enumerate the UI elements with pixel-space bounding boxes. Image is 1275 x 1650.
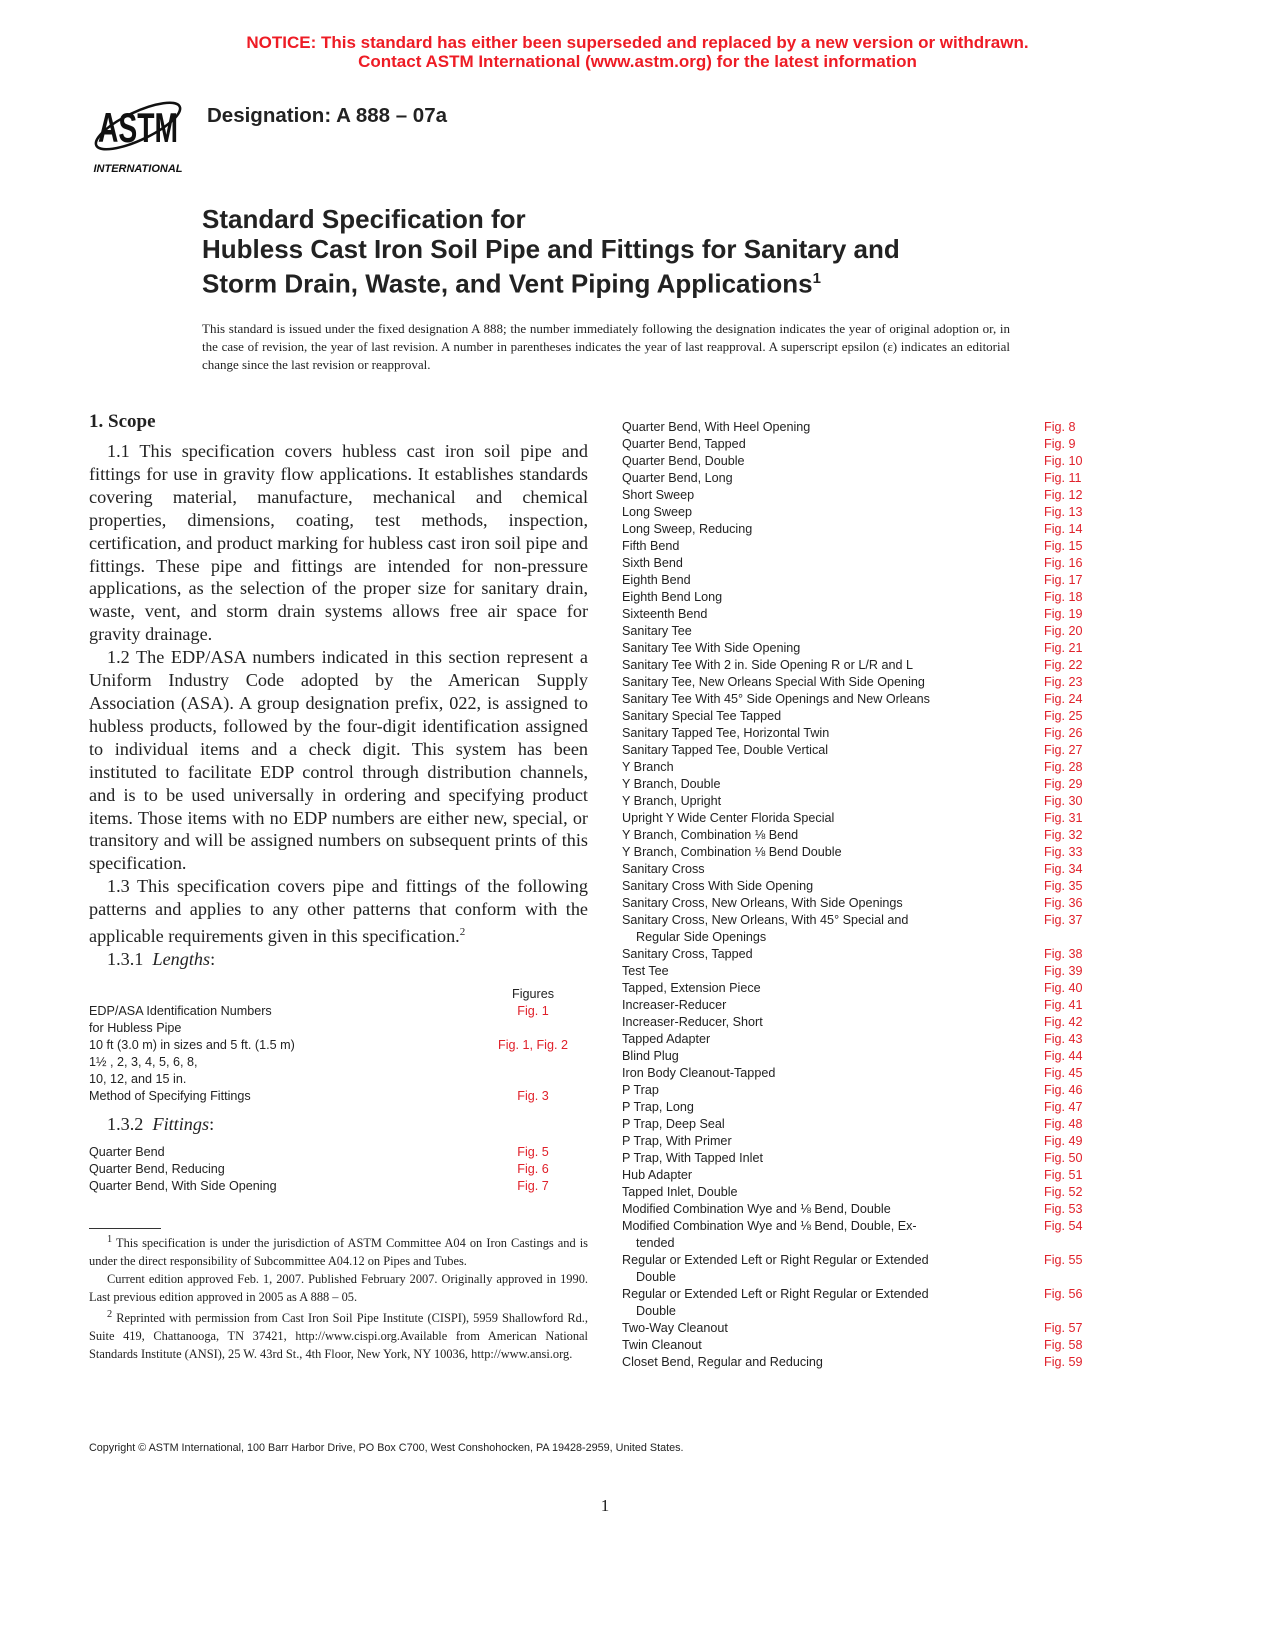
item-name: Test Tee bbox=[622, 964, 669, 978]
figure-link[interactable]: Fig. 27 bbox=[1044, 743, 1083, 757]
figure-link[interactable]: Fig. 47 bbox=[1044, 1100, 1083, 1114]
figure-link[interactable]: Fig. 37 bbox=[1044, 913, 1083, 927]
fitting-list-item bbox=[622, 674, 1090, 691]
item-name: Regular or Extended Left or Right Regular or Extended Double bbox=[622, 1287, 929, 1318]
figure-link[interactable]: Fig. 32 bbox=[1044, 828, 1083, 842]
figure-link[interactable]: Fig. 6 bbox=[517, 1161, 549, 1176]
footnotes bbox=[89, 1228, 588, 1363]
item-name: 10 ft (3.0 m) in sizes and 5 ft. (1.5 m) bbox=[89, 1037, 295, 1052]
item-name: 1½ , 2, 3, 4, 5, 6, 8, bbox=[89, 1054, 198, 1069]
fitting-list-item bbox=[622, 1201, 1090, 1218]
figure-link[interactable]: Fig. 16 bbox=[1044, 556, 1083, 570]
fitting-list-item bbox=[622, 1354, 1090, 1371]
item-name: for Hubless Pipe bbox=[89, 1020, 182, 1035]
footnote-text: This specification is under the jurisdiction of ASTM Committee A04 on Iron Castings and is under the direct responsibility of Subcommittee A04.12 on Pipes and Tubes. bbox=[89, 1236, 588, 1269]
item-name: Long Sweep bbox=[622, 505, 693, 519]
item-name: Eighth Bend bbox=[622, 573, 691, 587]
item-name: Tapped Inlet, Double bbox=[622, 1185, 738, 1199]
figure-row bbox=[89, 1020, 588, 1037]
subsection-number: 1.3.1 bbox=[107, 949, 144, 969]
fitting-list-item bbox=[622, 946, 1090, 963]
fitting-list-item bbox=[622, 453, 1090, 470]
fitting-list-item bbox=[622, 1048, 1090, 1065]
paragraph-1-2: 1.2 The EDP/ASA numbers indicated in this section represent a Uniform Industry Code adopted by the American Supply Association (ASA). A group designation prefix, 022, is assigned to hubless products, followed by the four-digit identification assigned to individual items and a check digit. This system has been instituted to facilitate EDP control through distribution channels, and is to be used universally in ordering and specifying product items. Those items with no EDP numbers are either new, special, or transitory and will be assigned numbers on subsequent prints of this specification. bbox=[89, 647, 588, 874]
figure-link[interactable]: Fig. 7 bbox=[517, 1178, 549, 1193]
item-name: Tapped Adapter bbox=[622, 1032, 711, 1046]
item-name: P Trap, With Primer bbox=[622, 1134, 732, 1148]
figure-link[interactable]: Fig. 55 bbox=[1044, 1253, 1083, 1267]
fitting-list-item bbox=[622, 742, 1090, 759]
fitting-list-item bbox=[622, 980, 1090, 997]
figure-link[interactable]: Fig. 5 bbox=[517, 1144, 549, 1159]
document-title bbox=[202, 205, 900, 299]
fitting-list-item bbox=[622, 1082, 1090, 1099]
figure-link[interactable]: Fig. 19 bbox=[1044, 607, 1083, 621]
fitting-list-item bbox=[622, 1099, 1090, 1116]
fitting-list-item bbox=[622, 521, 1090, 538]
item-name: Sanitary Special Tee Tapped bbox=[622, 709, 782, 723]
item-name: Quarter Bend bbox=[89, 1144, 165, 1159]
item-name: Y Branch bbox=[622, 760, 674, 774]
figure-row bbox=[89, 1144, 588, 1161]
item-name: Sanitary Tee With 45° Side Openings and New Orleans bbox=[622, 692, 930, 706]
fitting-list-item bbox=[622, 1065, 1090, 1082]
item-name: EDP/ASA Identification Numbers bbox=[89, 1003, 272, 1018]
fitting-list-item bbox=[622, 555, 1090, 572]
item-name: Short Sweep bbox=[622, 488, 695, 502]
fitting-list-item bbox=[622, 1133, 1090, 1150]
figure-link[interactable]: Fig. 48 bbox=[1044, 1117, 1083, 1131]
footnote-mark: 2 bbox=[107, 1309, 113, 1321]
fitting-list-item bbox=[622, 589, 1090, 606]
item-name: Y Branch, Double bbox=[622, 777, 721, 791]
figure-row bbox=[89, 1071, 588, 1088]
fitting-list-item bbox=[622, 657, 1090, 674]
figure-link[interactable]: Fig. 54 bbox=[1044, 1219, 1083, 1233]
figure-link[interactable]: Fig. 35 bbox=[1044, 879, 1083, 893]
fitting-list-item bbox=[622, 640, 1090, 657]
figure-link[interactable]: Fig. 18 bbox=[1044, 590, 1083, 604]
item-name: Closet Bend, Regular and Reducing bbox=[622, 1355, 823, 1369]
figure-link[interactable]: Fig. 45 bbox=[1044, 1066, 1083, 1080]
svg-text:ASTM: ASTM bbox=[98, 104, 178, 151]
fitting-list-item bbox=[622, 606, 1090, 623]
fitting-list-item bbox=[622, 810, 1090, 827]
fitting-list-item bbox=[622, 419, 1090, 436]
notice-line-1: NOTICE: This standard has either been superseded and replaced by a new version or withdrawn. bbox=[246, 33, 1029, 52]
footnote-ref-2[interactable]: 2 bbox=[459, 926, 466, 939]
figure-link[interactable]: Fig. 31 bbox=[1044, 811, 1083, 825]
item-name: Fifth Bend bbox=[622, 539, 680, 553]
figure-link[interactable]: Fig. 11 bbox=[1044, 471, 1082, 485]
footnote-text: Reprinted with permission from Cast Iron Soil Pipe Institute (CISPI), 5959 Shallowford Rd., Suite 419, Chattanooga, TN 37421, http://www.cispi.org.Available from American National Standards Institute (ANSI), 25 W. 43rd St., 4th Floor, New York, NY 10036, http://www.ansi.org. bbox=[89, 1311, 588, 1362]
figure-link[interactable]: Fig. 8 bbox=[1044, 420, 1076, 434]
fittings-table-left bbox=[89, 1144, 588, 1195]
figure-link[interactable]: Fig. 13 bbox=[1044, 505, 1083, 519]
item-name: Sanitary Cross, New Orleans, With 45° Special and Regular Side Openings bbox=[622, 913, 909, 944]
item-name: Quarter Bend, Long bbox=[622, 471, 733, 485]
item-name: Sixteenth Bend bbox=[622, 607, 708, 621]
section-heading-scope: 1. Scope bbox=[89, 411, 156, 432]
figure-link[interactable]: Fig. 59 bbox=[1044, 1355, 1083, 1369]
figure-link[interactable] bbox=[478, 1020, 588, 1037]
figure-link[interactable]: Fig. 23 bbox=[1044, 675, 1083, 689]
fitting-list-item bbox=[622, 861, 1090, 878]
item-name: Sanitary Tee With Side Opening bbox=[622, 641, 801, 655]
fitting-list-item bbox=[622, 1218, 1090, 1252]
fitting-list-item bbox=[622, 691, 1090, 708]
subsection-number: 1.3.2 bbox=[107, 1113, 144, 1134]
figure-link[interactable]: Fig. 1 bbox=[517, 1003, 549, 1018]
page-number: 1 bbox=[600, 1496, 610, 1515]
title-footnote-mark: 1 bbox=[812, 270, 821, 287]
item-name: Sanitary Cross bbox=[622, 862, 705, 876]
item-name: Sanitary Tee With 2 in. Side Opening R or L/R and L bbox=[622, 658, 913, 672]
figure-link[interactable]: Fig. 33 bbox=[1044, 845, 1083, 859]
figure-link[interactable]: Fig. 29 bbox=[1044, 777, 1083, 791]
figure-link[interactable]: Fig. 42 bbox=[1044, 1015, 1083, 1029]
fitting-list-item bbox=[622, 1337, 1090, 1354]
figure-link[interactable]: Fig. 56 bbox=[1044, 1287, 1083, 1301]
figure-link[interactable]: Fig. 20 bbox=[1044, 624, 1083, 638]
figure-link[interactable]: Fig. 24 bbox=[1044, 692, 1083, 706]
figure-link[interactable]: Fig. 9 bbox=[1044, 437, 1076, 451]
figure-link[interactable]: Fig. 15 bbox=[1044, 539, 1083, 553]
figure-link[interactable]: Fig. 57 bbox=[1044, 1321, 1083, 1335]
fitting-list-item bbox=[622, 572, 1090, 589]
fitting-list-item bbox=[622, 827, 1090, 844]
title-line-3: Storm Drain, Waste, and Vent Piping Applications bbox=[202, 268, 813, 299]
item-name: P Trap, Deep Seal bbox=[622, 1117, 725, 1131]
left-column bbox=[89, 410, 588, 1195]
item-name: Quarter Bend, With Side Opening bbox=[89, 1178, 277, 1193]
lengths-table bbox=[89, 986, 588, 1105]
item-name: Y Branch, Combination ⅛ Bend Double bbox=[622, 845, 842, 859]
item-name: Quarter Bend, With Heel Opening bbox=[622, 420, 811, 434]
fitting-list-item bbox=[622, 844, 1090, 861]
item-name: Quarter Bend, Tapped bbox=[622, 437, 746, 451]
item-name: Y Branch, Combination ⅛ Bend bbox=[622, 828, 799, 842]
figure-link[interactable]: Fig. 41 bbox=[1044, 998, 1083, 1012]
item-name: 10, 12, and 15 in. bbox=[89, 1071, 187, 1086]
fitting-list-item bbox=[622, 1014, 1090, 1031]
fitting-list-item bbox=[622, 538, 1090, 555]
figure-link[interactable]: Fig. 30 bbox=[1044, 794, 1083, 808]
item-name: Sanitary Cross With Side Opening bbox=[622, 879, 814, 893]
item-name: Sanitary Tapped Tee, Horizontal Twin bbox=[622, 726, 830, 740]
item-name: Sanitary Cross, Tapped bbox=[622, 947, 753, 961]
figure-link[interactable]: Fig. 21 bbox=[1044, 641, 1083, 655]
item-name: P Trap, With Tapped Inlet bbox=[622, 1151, 763, 1165]
fitting-list-item bbox=[622, 912, 1090, 946]
title-line-1: Standard Specification for bbox=[202, 204, 526, 234]
figure-row bbox=[89, 1054, 588, 1071]
footnote-divider bbox=[89, 1228, 161, 1229]
fitting-list-item bbox=[622, 963, 1090, 980]
fitting-list-item bbox=[622, 1116, 1090, 1133]
fitting-list-item bbox=[622, 793, 1090, 810]
figure-link[interactable]: Fig. 44 bbox=[1044, 1049, 1083, 1063]
item-name: Tapped, Extension Piece bbox=[622, 981, 761, 995]
item-name: Eighth Bend Long bbox=[622, 590, 723, 604]
figure-link[interactable]: Fig. 22 bbox=[1044, 658, 1083, 672]
astm-logo bbox=[88, 84, 192, 176]
issued-note: This standard is issued under the fixed designation A 888; the number immediately following the designation indicates the year of original adoption or, in the case of revision, the year of last revision. A number in parentheses indicates the year of last reapproval. A superscript epsilon (ε) indicates an editorial change since the last revision or reapproval. bbox=[202, 321, 1010, 372]
figure-link[interactable]: Fig. 34 bbox=[1044, 862, 1083, 876]
designation: Designation: A 888 – 07a bbox=[207, 104, 448, 127]
figure-link[interactable]: Fig. 39 bbox=[1044, 964, 1083, 978]
fitting-list-item bbox=[622, 623, 1090, 640]
figure-link[interactable]: Fig. 53 bbox=[1044, 1202, 1083, 1216]
figure-row bbox=[89, 1088, 588, 1105]
item-name: Iron Body Cleanout-Tapped bbox=[622, 1066, 776, 1080]
paragraph-1-1: 1.1 This specification covers hubless cast iron soil pipe and fittings for use in gravity flow applications. It establishes standards covering material, manufacture, mechanical and chemical properties, dimensions, coating, test methods, inspection, certification, and product marking for hubless cast iron soil pipe and fittings. These pipe and fittings are intended for non-pressure applications, as the selection of the proper size for sanitary drain, waste, vent, and storm drain systems allows free air space for gravity drainage. bbox=[89, 441, 588, 645]
item-name: Increaser-Reducer bbox=[622, 998, 727, 1012]
figure-link[interactable]: Fig. 38 bbox=[1044, 947, 1083, 961]
fittings-list-right bbox=[622, 419, 1090, 1371]
subsection-1-3-1: 1.3.1 Lengths: bbox=[107, 949, 216, 969]
subsection-title: Lengths bbox=[152, 949, 211, 969]
footnote-2 bbox=[89, 1306, 588, 1363]
fitting-list-item bbox=[622, 1031, 1090, 1048]
figure-link[interactable]: Fig. 14 bbox=[1044, 522, 1083, 536]
figure-link[interactable]: Fig. 3 bbox=[517, 1088, 549, 1103]
fitting-list-item bbox=[622, 1320, 1090, 1337]
fitting-list-item bbox=[622, 436, 1090, 453]
footnote-mark: 1 bbox=[107, 1234, 113, 1245]
figure-row bbox=[89, 1037, 588, 1054]
copyright: Copyright © ASTM International, 100 Barr Harbor Drive, PO Box C700, West Conshohocken, PA 19428-2959, United States. bbox=[89, 1442, 684, 1454]
figure-row bbox=[89, 1161, 588, 1178]
withdrawal-notice bbox=[0, 33, 1275, 71]
item-name: P Trap bbox=[622, 1083, 659, 1097]
item-name: Increaser-Reducer, Short bbox=[622, 1015, 763, 1029]
fitting-list-item bbox=[622, 997, 1090, 1014]
item-name: Regular or Extended Left or Right Regular or Extended Double bbox=[622, 1253, 929, 1284]
figure-link[interactable] bbox=[478, 1071, 588, 1088]
item-name: Upright Y Wide Center Florida Special bbox=[622, 811, 835, 825]
fitting-list-item bbox=[622, 1150, 1090, 1167]
item-name: Sanitary Tee bbox=[622, 624, 692, 638]
svg-text:INTERNATIONAL: INTERNATIONAL bbox=[93, 163, 183, 175]
item-name: Y Branch, Upright bbox=[622, 794, 722, 808]
paragraph-1-3 bbox=[89, 875, 588, 948]
figure-link[interactable]: Fig. 58 bbox=[1044, 1338, 1083, 1352]
item-name: Modified Combination Wye and ⅛ Bend, Double bbox=[622, 1202, 891, 1216]
item-name: Modified Combination Wye and ⅛ Bend, Double, Ex- tended bbox=[622, 1219, 917, 1250]
item-name: Sanitary Tee, New Orleans Special With Side Opening bbox=[622, 675, 925, 689]
figure-row bbox=[89, 1003, 588, 1020]
paragraph-1-3-text: 1.3 This specification covers pipe and fittings of the following patterns and applies to any other patterns that conform with the applicable requirements given in this specification. bbox=[89, 876, 588, 947]
subsection-1-3-2: 1.3.2 Fittings: bbox=[107, 1113, 215, 1134]
figures-header: Figures bbox=[512, 986, 554, 1001]
fitting-list-item bbox=[622, 725, 1090, 742]
item-name: Sanitary Tapped Tee, Double Vertical bbox=[622, 743, 829, 757]
fitting-list-item bbox=[622, 1286, 1090, 1320]
item-name: Long Sweep, Reducing bbox=[622, 522, 753, 536]
item-name: Method of Specifying Fittings bbox=[89, 1088, 251, 1103]
fitting-list-item bbox=[622, 878, 1090, 895]
fitting-list-item bbox=[622, 504, 1090, 521]
figure-link[interactable] bbox=[478, 1054, 588, 1071]
item-name: Twin Cleanout bbox=[622, 1338, 702, 1352]
item-name: Sanitary Cross, New Orleans, With Side Openings bbox=[622, 896, 903, 910]
figure-link[interactable]: Fig. 26 bbox=[1044, 726, 1083, 740]
figure-link[interactable]: Fig. 10 bbox=[1044, 454, 1083, 468]
fitting-list-item bbox=[622, 776, 1090, 793]
item-name: P Trap, Long bbox=[622, 1100, 694, 1114]
figure-link[interactable]: Fig. 51 bbox=[1044, 1168, 1083, 1182]
title-line-2: Hubless Cast Iron Soil Pipe and Fittings for Sanitary and bbox=[202, 233, 900, 264]
figure-link[interactable]: Fig. 12 bbox=[1044, 488, 1083, 502]
figure-link[interactable]: Fig. 52 bbox=[1044, 1185, 1083, 1199]
footnote-1-edition: Current edition approved Feb. 1, 2007. Published February 2007. Originally approved in 1990. Last previous edition approved in 2005 as A 888 – 05. bbox=[89, 1272, 588, 1305]
fitting-list-item bbox=[622, 1184, 1090, 1201]
figure-link[interactable]: Fig. 25 bbox=[1044, 709, 1083, 723]
figure-link[interactable]: Fig. 46 bbox=[1044, 1083, 1083, 1097]
figure-link[interactable]: Fig. 17 bbox=[1044, 573, 1083, 587]
footnote-1 bbox=[89, 1231, 588, 1270]
figure-link[interactable]: Fig. 49 bbox=[1044, 1134, 1083, 1148]
notice-line-2: Contact ASTM International (www.astm.org) for the latest information bbox=[358, 52, 917, 71]
figure-link[interactable]: Fig. 1, Fig. 2 bbox=[498, 1037, 568, 1052]
figure-link[interactable]: Fig. 36 bbox=[1044, 896, 1083, 910]
fitting-list-item bbox=[622, 1167, 1090, 1184]
fitting-list-item bbox=[622, 759, 1090, 776]
figure-link[interactable]: Fig. 40 bbox=[1044, 981, 1083, 995]
fitting-list-item bbox=[622, 895, 1090, 912]
item-name: Quarter Bend, Reducing bbox=[89, 1161, 225, 1176]
subsection-title: Fittings bbox=[152, 1113, 210, 1134]
figure-row bbox=[89, 1178, 588, 1195]
figure-link[interactable]: Fig. 28 bbox=[1044, 760, 1083, 774]
fitting-list-item bbox=[622, 708, 1090, 725]
figure-link[interactable]: Fig. 50 bbox=[1044, 1151, 1083, 1165]
item-name: Blind Plug bbox=[622, 1049, 679, 1063]
item-name: Hub Adapter bbox=[622, 1168, 693, 1182]
item-name: Two-Way Cleanout bbox=[622, 1321, 728, 1335]
fitting-list-item bbox=[622, 470, 1090, 487]
fitting-list-item bbox=[622, 487, 1090, 504]
item-name: Sixth Bend bbox=[622, 556, 683, 570]
figure-link[interactable]: Fig. 43 bbox=[1044, 1032, 1083, 1046]
item-name: Quarter Bend, Double bbox=[622, 454, 745, 468]
fitting-list-item bbox=[622, 1252, 1090, 1286]
